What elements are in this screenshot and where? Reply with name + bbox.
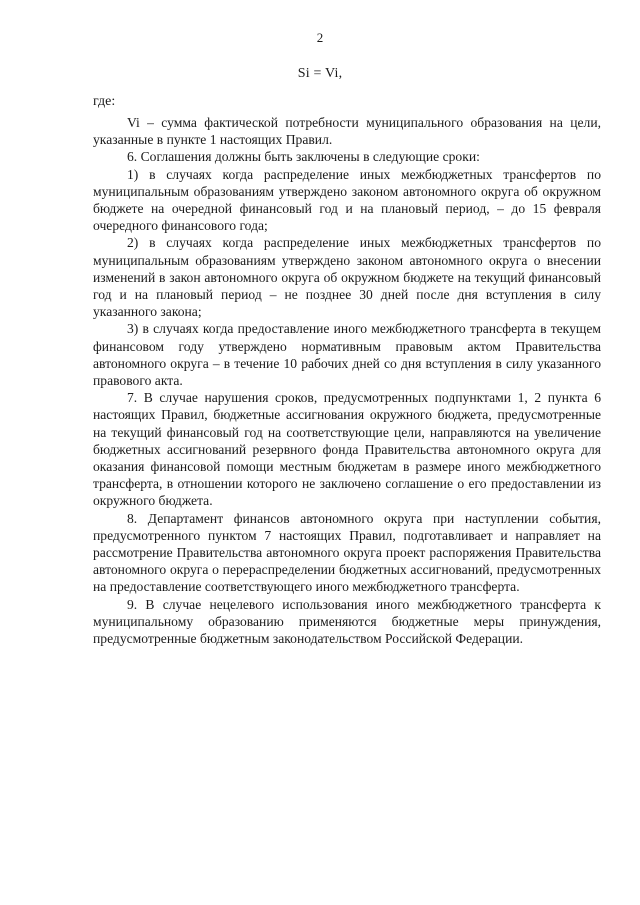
paragraph-6-2: 2) в случаях когда распределение иных межбюджетных трансфертов по муниципальным образованиям утверждено законом автономного округа о внесении изменений в закон автономного округа об окружном бюджете на текущий финансовый год и на плановый период – не позднее 30 дней после дня вступления в силу указанного закона; — [93, 235, 601, 320]
paragraph-7: 7. В случае нарушения сроков, предусмотренных подпунктами 1, 2 пункта 6 настоящих Правил, бюджетные ассигнования окружного бюджета, предусмотренные на текущий финансовый год на соответствующие цели, направляются на увеличение бюджетных ассигнований резервного фонда Правительства автономного округа для оказания финансовой помощи местным бюджетам в размере иного межбюджетного трансферта, в отношении которого не заключено соглашение о его предоставлении из окружного бюджета. — [93, 390, 601, 509]
where-label: где: — [93, 94, 116, 109]
page-number: 2 — [316, 30, 324, 45]
paragraph-8: 8. Департамент финансов автономного округа при наступлении события, предусмотренного пунктом 7 настоящих Правил, подготавливает и направляет на рассмотрение Правительства автономного округа проект распоряжения Правительства автономного округа о перераспределении бюджетных ассигнований, предусмотренных на предоставление соответствующего иного межбюджетного трансферта. — [93, 510, 601, 595]
formula: Si = Vi, — [297, 66, 343, 81]
paragraph-6-3: 3) в случаях когда предоставление иного межбюджетного трансферта в текущем финансовом году утверждено нормативным правовым актом Правительства автономного округа – в течение 10 рабочих дней со дня вступления в силу указанного правового акта. — [93, 321, 601, 389]
paragraph-6: 6. Соглашения должны быть заключены в следующие сроки: — [127, 149, 480, 165]
document-body — [93, 114, 601, 647]
paragraph-9: 9. В случае нецелевого использования иного межбюджетного трансферта к муниципальному образованию применяются бюджетные меры принуждения, предусмотренные бюджетным законодательством Российской Федерации. — [93, 596, 601, 647]
paragraph-vi-definition: Vi – сумма фактической потребности муниципального образования на цели, указанные в пункте 1 настоящих Правил. — [93, 115, 601, 148]
paragraph-6-1: 1) в случаях когда распределение иных межбюджетных трансфертов по муниципальным образованиям утверждено законом автономного округа об окружном бюджете на очередной финансовый год и на плановый период, – до 15 февраля очередного финансового года; — [93, 166, 601, 234]
